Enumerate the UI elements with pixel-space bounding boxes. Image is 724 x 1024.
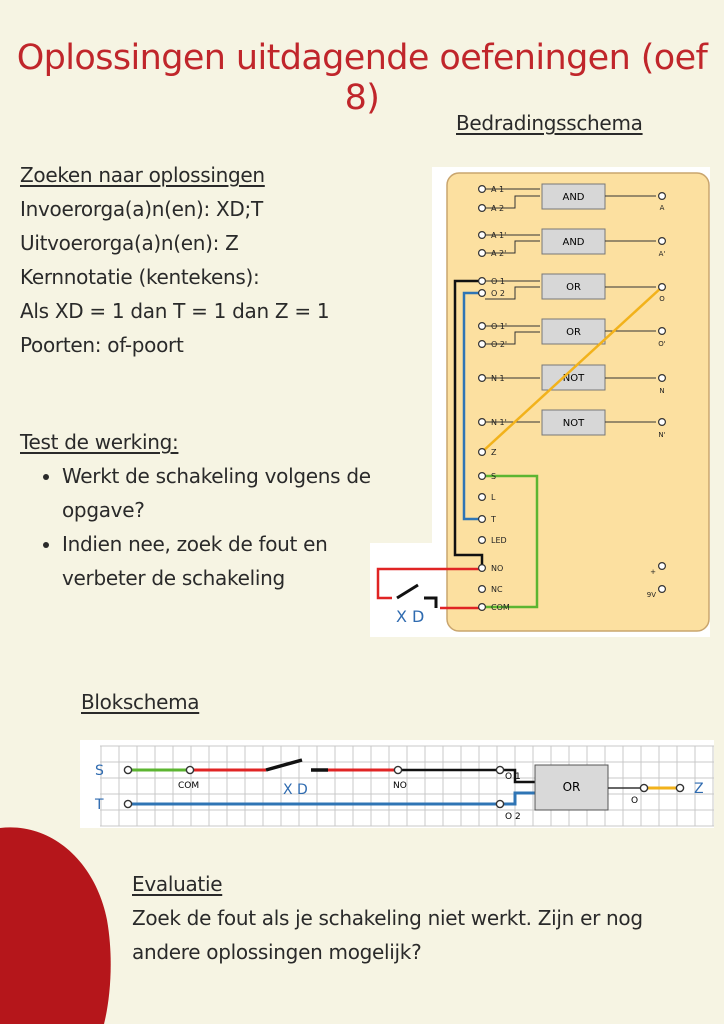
evaluation-text: Zoek de fout als je schakeling niet werkt. Zijn er nog andere oplossingen mogelijk? (132, 906, 643, 964)
gate-and-2: AND (562, 237, 585, 248)
gate-not-1: NOT (562, 373, 585, 384)
terminal-label: A 2' (491, 249, 507, 258)
terminal-18 (479, 604, 486, 611)
output-terminal-label: O' (658, 340, 666, 348)
output-terminal-7 (659, 563, 666, 570)
terminal-label: O 2' (491, 340, 508, 349)
terminal-label: A 1' (491, 231, 507, 240)
test-item-1: • Werkt de schakeling volgens de opgave? (62, 459, 392, 527)
terminal-17 (479, 586, 486, 593)
terminal-label: Z (491, 448, 497, 457)
input-s-label: S (95, 763, 104, 779)
gate-or-2: OR (566, 327, 581, 338)
bd-label-o1: O 1 (505, 772, 521, 782)
test-block (20, 425, 392, 595)
bd-connector (676, 784, 683, 791)
logic-rule-line: Als XD = 1 dan T = 1 dan Z = 1 (20, 299, 330, 323)
terminal-label: N 1' (491, 418, 507, 427)
output-terminal-4 (659, 328, 666, 335)
gate-not-2: NOT (562, 418, 585, 429)
bd-connector (496, 800, 503, 807)
bedrading-heading: Bedradingsschema (456, 111, 643, 135)
evaluation-heading: Evaluatie (132, 872, 223, 896)
terminal-label: O 1' (491, 322, 508, 331)
output-terminal-label: A (659, 204, 665, 212)
output-terminal-2 (659, 238, 666, 245)
search-solutions-block (20, 158, 329, 362)
terminal-6 (479, 290, 486, 297)
page-title: Oplossingen uitdagende oefeningen (oef 8) (16, 38, 708, 118)
test-list (20, 459, 392, 595)
terminal-label: L (491, 493, 496, 502)
bd-label-xd: X D (283, 782, 308, 798)
output-terminal-5 (659, 375, 666, 382)
evaluation-block (132, 867, 672, 969)
bd-label-o2: O 2 (505, 812, 521, 822)
bd-label-no: NO (393, 781, 407, 791)
terminal-label: NC (491, 585, 503, 594)
terminal-label: LED (491, 536, 507, 545)
wiring-diagram (370, 165, 714, 643)
terminal-3 (479, 232, 486, 239)
input-t-label: T (95, 797, 104, 813)
output-terminal-label: + (650, 568, 656, 576)
output-terminal-label: A' (658, 250, 666, 258)
core-notation-line: Kernnotatie (kentekens): (20, 265, 260, 289)
input-organs-line: Invoerorga(a)n(en): XD;T (20, 197, 263, 221)
terminal-label: T (491, 515, 496, 524)
output-terminal-label: N (659, 387, 665, 395)
output-terminal-1 (659, 193, 666, 200)
test-heading: Test de werking: (20, 430, 179, 454)
bd-connector (640, 784, 647, 791)
terminal-label: NO (491, 564, 504, 573)
terminal-7 (479, 323, 486, 330)
output-terminal-label: N' (658, 431, 666, 439)
terminal-9 (479, 375, 486, 382)
gates-line: Poorten: of-poort (20, 333, 184, 357)
terminal-15 (479, 537, 486, 544)
gate-or-1: OR (566, 282, 581, 293)
bd-label-com: COM (178, 781, 200, 791)
bd-label-o: O (631, 796, 639, 806)
terminal-label: A 1 (491, 185, 505, 194)
output-terminal-6 (659, 419, 666, 426)
terminal-label: COM (491, 603, 510, 612)
bd-or-gate-label: OR (562, 780, 581, 794)
block-diagram (80, 740, 714, 830)
terminal-13 (479, 494, 486, 501)
blokschema-heading: Blokschema (81, 690, 200, 714)
terminal-label: O 1 (491, 277, 505, 286)
output-terminal-8 (659, 586, 666, 593)
terminal-11 (479, 449, 486, 456)
terminal-label: O 2 (491, 289, 505, 298)
output-terminal-3 (659, 284, 666, 291)
terminal-label: N 1 (491, 374, 505, 383)
terminal-label: S (491, 472, 497, 481)
terminal-10 (479, 419, 486, 426)
bd-connector (496, 766, 503, 773)
bd-connector (186, 766, 193, 773)
bd-connector (124, 800, 131, 807)
search-solutions-heading: Zoeken naar oplossingen (20, 163, 265, 187)
terminal-label: A 2 (491, 204, 505, 213)
bd-connector (394, 766, 401, 773)
terminal-4 (479, 250, 486, 257)
switch-label: X D (396, 607, 425, 626)
terminal-8 (479, 341, 486, 348)
output-organs-line: Uitvoerorga(a)n(en): Z (20, 231, 239, 255)
output-terminal-label: 9V (646, 591, 656, 599)
bd-connector (124, 766, 131, 773)
output-terminal-label: O (659, 295, 665, 303)
terminal-5 (479, 278, 486, 285)
bd-output-z: Z (694, 781, 704, 797)
terminal-14 (479, 516, 486, 523)
terminal-12 (479, 473, 486, 480)
terminal-2 (479, 205, 486, 212)
terminal-1 (479, 186, 486, 193)
terminal-16 (479, 565, 486, 572)
test-item-2: • Indien nee, zoek de fout en verbeter de schakeling (62, 527, 392, 595)
gate-and-1: AND (562, 192, 585, 203)
